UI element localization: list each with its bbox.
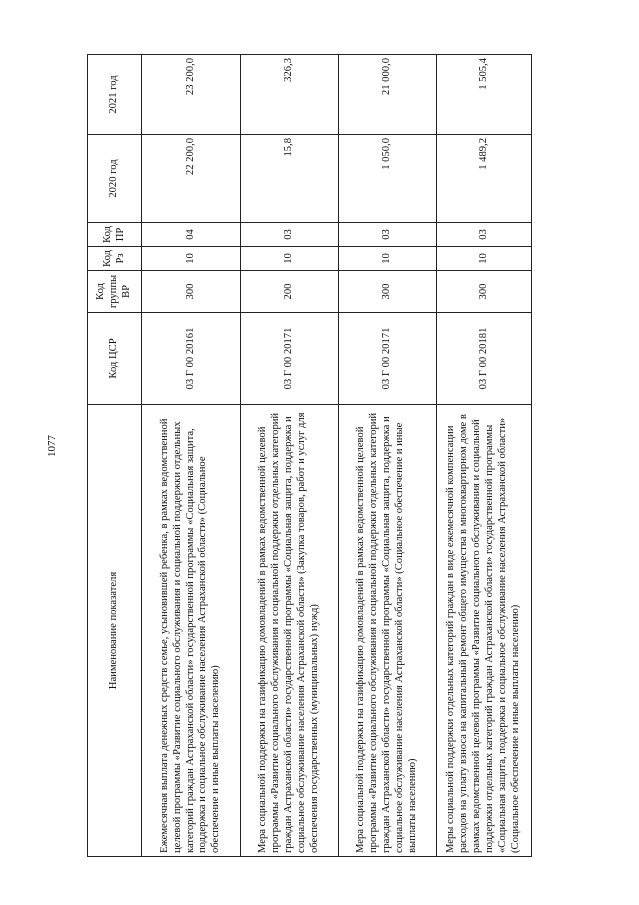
header-2021: 2021 год [88, 55, 142, 135]
row-name: Ежемесячная выплата денежных средств семье, усыновившей ребенка, в рамках ведомственной целевой программы «Развитие социального обслуживания и социальной поддержки отдельных категорий граждан Астраханской области» государственной программы «Социальная защита, поддержка и социальное обслуживание населения Астраханской области» (Социальное обеспечение и иные выплаты населению) [142, 405, 241, 857]
table-row [241, 55, 339, 857]
row-pr: 04 [142, 223, 241, 247]
row-rz: 10 [241, 247, 339, 271]
header-vr: Код группы ВР [88, 271, 142, 313]
row-2020: 15,8 [241, 135, 339, 223]
table-row [437, 55, 532, 857]
table-header-row [88, 55, 142, 857]
row-2020: 22 200,0 [142, 135, 241, 223]
row-vr: 300 [437, 271, 532, 313]
row-rz: 10 [142, 247, 241, 271]
table-row [339, 55, 437, 857]
row-name: Мера социальной поддержки на газификацию домовладений в рамках ведомственной целевой программы «Развитие социального обслуживания и социальной поддержки отдельных категорий граждан Астраханской области» государственной программы «Социальная защита, поддержка и социальное обслуживание населения Астраханской области» (Закупка товаров, работ и услуг для обеспечения государственных (муниципальных) нужд) [241, 405, 339, 857]
header-pr: Код ПР [88, 223, 142, 247]
page-number: 1077 [46, 435, 58, 457]
header-name: Наименование показателя [88, 405, 142, 857]
header-rz: Код Рз [88, 247, 142, 271]
row-pr: 03 [241, 223, 339, 247]
row-csr: 03 Г 00 20171 [241, 313, 339, 405]
row-rz: 10 [437, 247, 532, 271]
row-name: Мера социальной поддержки на газификацию домовладений в рамках ведомственной целевой программы «Развитие социального обслуживания и социальной поддержки отдельных категорий граждан Астраханской области» государственной программы «Социальная защита, поддержка и социальное обслуживание населения Астраханской области» (Социальное обеспечение и иные выплаты населению) [339, 405, 437, 857]
row-rz: 10 [339, 247, 437, 271]
row-2021: 326,3 [241, 55, 339, 135]
row-2020: 1 489,2 [437, 135, 532, 223]
row-csr: 03 Г 00 20181 [437, 313, 532, 405]
row-2021: 23 200,0 [142, 55, 241, 135]
header-csr: Код ЦСР [88, 313, 142, 405]
row-name: Меры социальной поддержки отдельных категорий граждан в виде ежемесячной компенсации расходов на уплату взноса на капитальный ремонт общего имущества в многоквартирном доме в рамках ведомственной целевой программы «Развитие социального обслуживания и социальной поддержки отдельных категорий граждан Астраханской области» государственной программы «Социальная защита, поддержка и социальное обслуживание населения Астраханской области» (Социальное обеспечение и иные выплаты населению) [437, 405, 532, 857]
row-2020: 1 050,0 [339, 135, 437, 223]
row-pr: 03 [339, 223, 437, 247]
row-csr: 03 Г 00 20171 [339, 313, 437, 405]
budget-table [87, 54, 532, 857]
row-pr: 03 [437, 223, 532, 247]
row-2021: 21 000,0 [339, 55, 437, 135]
row-csr: 03 Г 00 20161 [142, 313, 241, 405]
row-vr: 300 [339, 271, 437, 313]
row-vr: 200 [241, 271, 339, 313]
row-2021: 1 505,4 [437, 55, 532, 135]
rotated-table-container [87, 55, 531, 857]
table-row [142, 55, 241, 857]
header-2020: 2020 год [88, 135, 142, 223]
row-vr: 300 [142, 271, 241, 313]
